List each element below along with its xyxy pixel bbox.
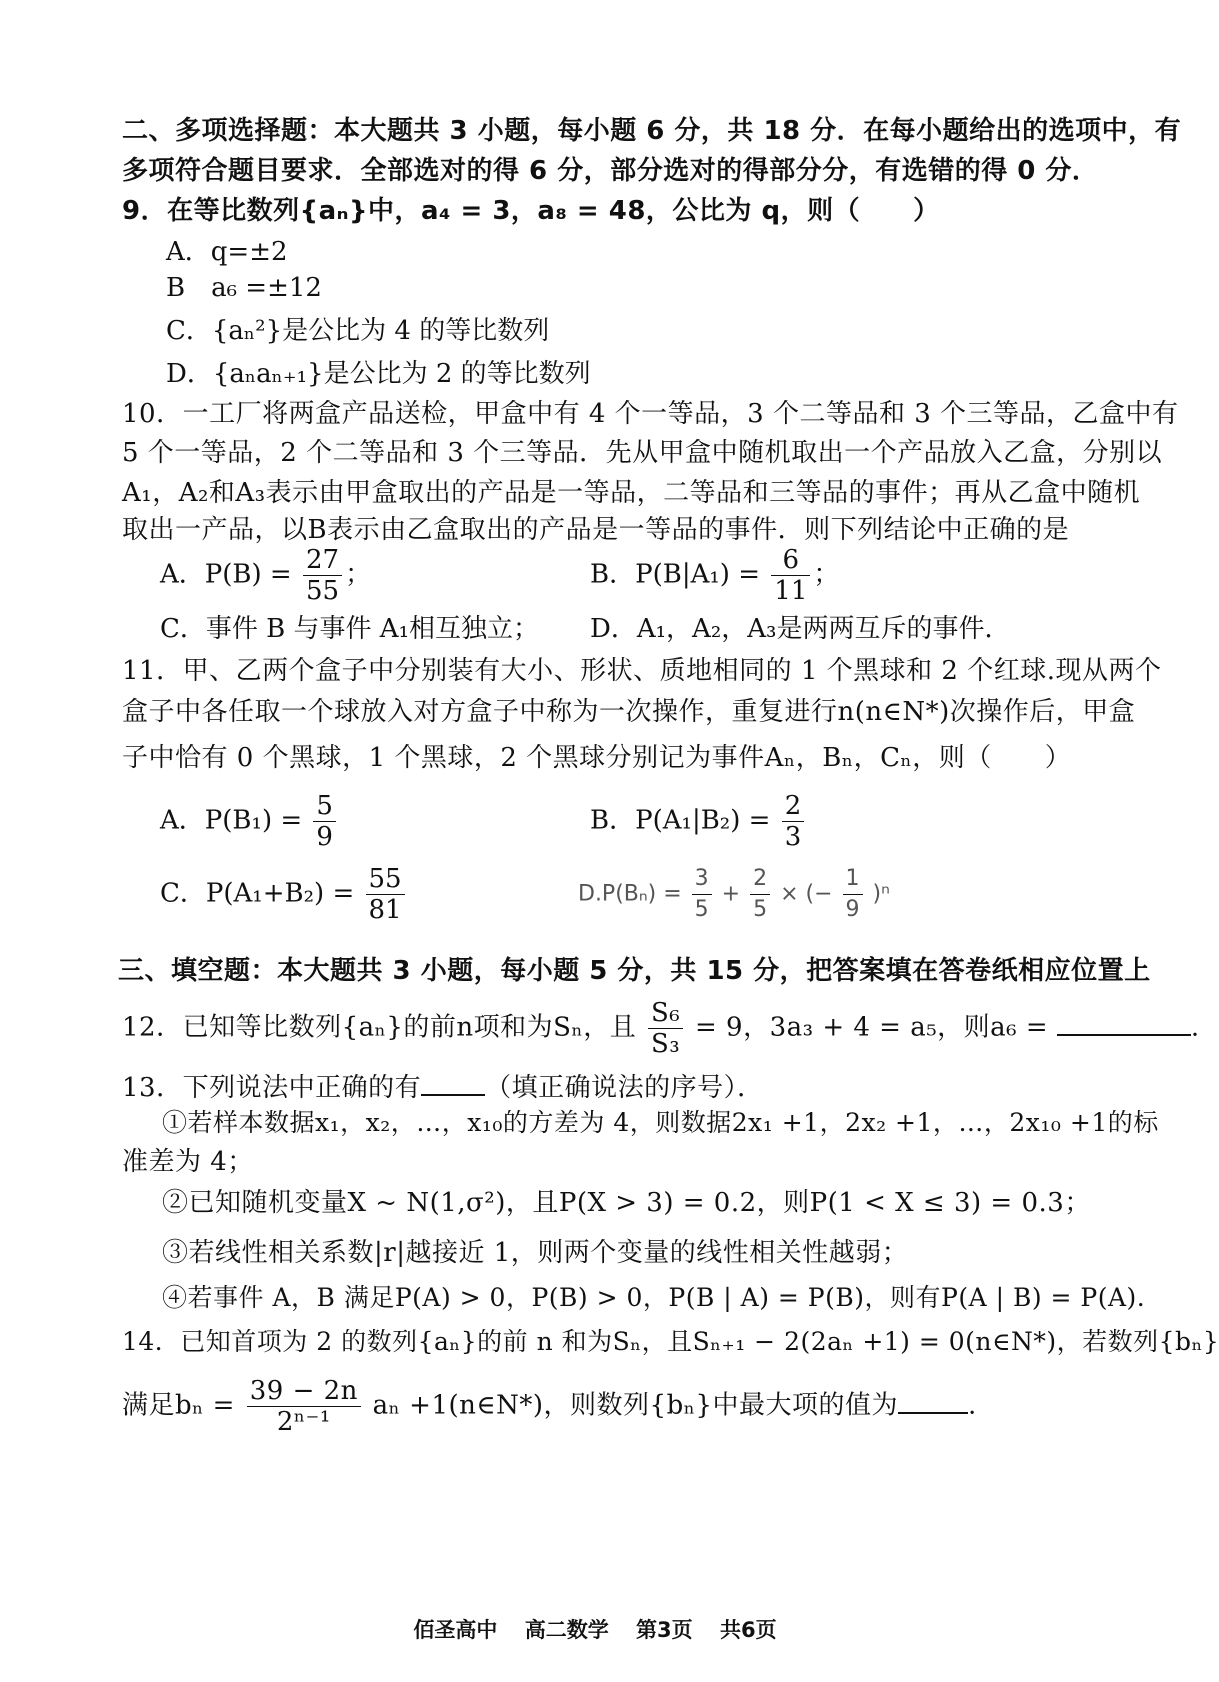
q12-suffix: = 9，3a₃ + 4 = a₅，则a₆ = [695,1012,1049,1043]
q11-option-d-num3: 1 [843,864,863,895]
q14-answer-blank[interactable] [898,1390,968,1414]
section3-heading: 三、填空题：本大题共 3 小题，每小题 5 分，共 15 分，把答案填在答卷纸相应位置上 [118,956,1151,986]
footer-subject: 高二数学 [524,1618,609,1642]
q11-line3: 子中恰有 0 个黑球，1 个黑球，2 个黑球分别记为事件Aₙ，Bₙ，Cₙ，则（ ） [122,743,1072,773]
q13-statement-1b: 准差为 4； [122,1147,254,1177]
q14-denominator: 2ⁿ⁻¹ [276,1407,331,1437]
q12-line [122,998,1200,1059]
q12-denominator: S₃ [651,1029,681,1059]
q11-line2: 盒子中各任取一个球放入对方盒子中称为一次操作，重复进行n(n∈N*)次操作后，甲盒 [122,697,1136,727]
q11-option-d-fraction2 [750,864,770,925]
q11-option-d-den1: 5 [694,897,709,922]
q10-option-c: C．事件 B 与事件 A₁相互独立； [160,614,539,644]
q12-prefix: 12．已知等比数列{aₙ}的前n项和为Sₙ，且 [122,1012,637,1043]
q11-option-a-label: A．P(B₁) = [160,805,303,836]
q11-option-b-fraction [782,791,805,852]
q9-option-c: C．{aₙ²}是公比为 4 的等比数列 [166,316,550,346]
q11-option-d-fraction1 [692,864,712,925]
q13-answer-blank[interactable] [421,1072,485,1096]
q14-end: . [968,1390,977,1421]
q10-option-a-denominator: 55 [305,576,340,606]
q13-statement-4: ④若事件 A，B 满足P(A) > 0，P(B) > 0，P(B | A) = P(B)，则有P(A | B) = P(A). [162,1283,1146,1312]
q13-statement-1a: ①若样本数据x₁，x₂，…，x₁₀的方差为 4，则数据2x₁ +1，2x₂ +1，…，2x₁₀ +1的标 [162,1108,1159,1137]
q13-statement-3: ③若线性相关系数|r|越接近 1，则两个变量的线性相关性越弱； [162,1238,909,1268]
q10-option-a-label: A．P(B) = [160,559,292,590]
q12-end: . [1190,1012,1200,1043]
q11-option-b-label: B．P(A₁|B₂) = [590,805,771,836]
q10-option-b [590,545,839,606]
q12-numerator: S₆ [648,998,683,1029]
q12-fraction [648,998,683,1059]
q11-option-b-numerator: 2 [782,791,805,822]
footer-school: 佰圣高中 [413,1618,498,1642]
q10-option-b-fraction [771,545,810,606]
q13-stem [122,1071,764,1105]
q11-option-d-num2: 2 [750,864,770,895]
q13-statement-2: ②已知随机变量X ~ N(1,σ²)，且P(X > 3) = 0.2，则P(1 < X ≤ 3) = 0.3； [162,1188,1091,1218]
q11-option-c-denominator: 81 [368,895,402,925]
q11-option-c-numerator: 55 [366,864,405,895]
q9-option-b: B a₆ =±12 [166,273,322,303]
q14-fraction [247,1376,361,1437]
q13-stem-prefix: 13．下列说法中正确的有 [122,1073,422,1103]
q10-option-b-denominator: 11 [774,576,808,606]
q11-option-b-denominator: 3 [784,822,802,852]
q10-option-b-tail: ； [813,559,840,590]
q11-option-c-fraction [366,864,405,925]
q10-option-b-label: B．P(B|A₁) = [590,559,761,590]
q14-prefix: 满足bₙ = [122,1390,235,1421]
q12-answer-blank[interactable] [1057,1012,1191,1036]
q11-option-d-prefix: D.P(Bₙ) = [578,881,682,907]
q10-line3: A₁，A₂和A₃表示由甲盒取出的产品是一等品，二等品和三等品的事件；再从乙盒中随机 [122,478,1141,508]
q11-option-d-den3: 9 [845,897,860,922]
q10-option-a [160,545,371,606]
q11-option-a-numerator: 5 [313,791,336,822]
q9-option-d: D．{aₙaₙ₊₁}是公比为 2 的等比数列 [166,359,591,389]
q11-option-d [578,864,890,925]
q10-option-a-numerator: 27 [303,545,342,576]
q11-line1: 11．甲、乙两个盒子中分别装有大小、形状、质地相同的 1 个黑球和 2 个红球.现从两个 [122,656,1162,686]
q11-option-b [590,791,807,852]
q11-option-a-denominator: 9 [316,822,333,852]
q11-option-d-num1: 3 [692,864,712,895]
q10-line1: 10．一工厂将两盒产品送检，甲盒中有 4 个一等品，3 个二等品和 3 个三等品，乙盒中有 [122,399,1179,429]
q10-option-a-fraction [303,545,342,606]
q10-line4: 取出一产品，以B表示由乙盒取出的产品是一等品的事件．则下列结论中正确的是 [122,515,1070,545]
q9-option-a: A．q=±2 [166,237,288,267]
q10-option-a-tail: ； [345,559,372,590]
q14-numerator: 39 − 2n [247,1376,361,1407]
q14-line2 [122,1376,977,1437]
q11-option-d-times: × (− [780,881,833,907]
section2-heading-line2: 多项符合题目要求．全部选对的得 6 分，部分选对的得部分分，有选错的得 0 分． [122,156,1099,186]
q11-option-a-fraction [313,791,336,852]
footer-page: 第3页 [636,1618,693,1642]
q11-option-a [160,791,339,852]
q13-stem-suffix: （填正确说法的序号）． [485,1073,764,1103]
q10-option-d: D．A₁，A₂，A₃是两两互斥的事件． [590,614,1011,644]
q11-option-d-plus: + [721,881,741,907]
q14-suffix: aₙ +1(n∈N*)，则数列{bₙ}中最大项的值为 [372,1390,899,1421]
q10-option-b-numerator: 6 [771,545,810,576]
q11-option-c-label: C．P(A₁+B₂) = [160,878,355,909]
q14-line1: 14．已知首项为 2 的数列{aₙ}的前 n 和为Sₙ，且Sₙ₊₁ − 2(2aₙ +1) = 0(n∈N*)，若数列{bₙ} [122,1327,1219,1356]
section2-heading-line1: 二、多项选择题：本大题共 3 小题，每小题 6 分，共 18 分．在每小题给出的选项中，有 [122,116,1182,146]
q11-option-c [160,864,408,925]
page-footer [0,1614,1190,1644]
q10-line2: 5 个一等品，2 个二等品和 3 个三等品．先从甲盒中随机取出一个产品放入乙盒，分别以 [122,438,1163,468]
q11-option-d-tail: )ⁿ [872,881,890,907]
footer-total: 共6页 [719,1618,777,1642]
q9-stem: 9．在等比数列{aₙ}中，a₄ = 3，a₈ = 48，公比为 q，则（ ） [122,196,940,226]
q11-option-d-fraction3 [843,864,863,925]
q11-option-d-den2: 5 [753,897,768,922]
